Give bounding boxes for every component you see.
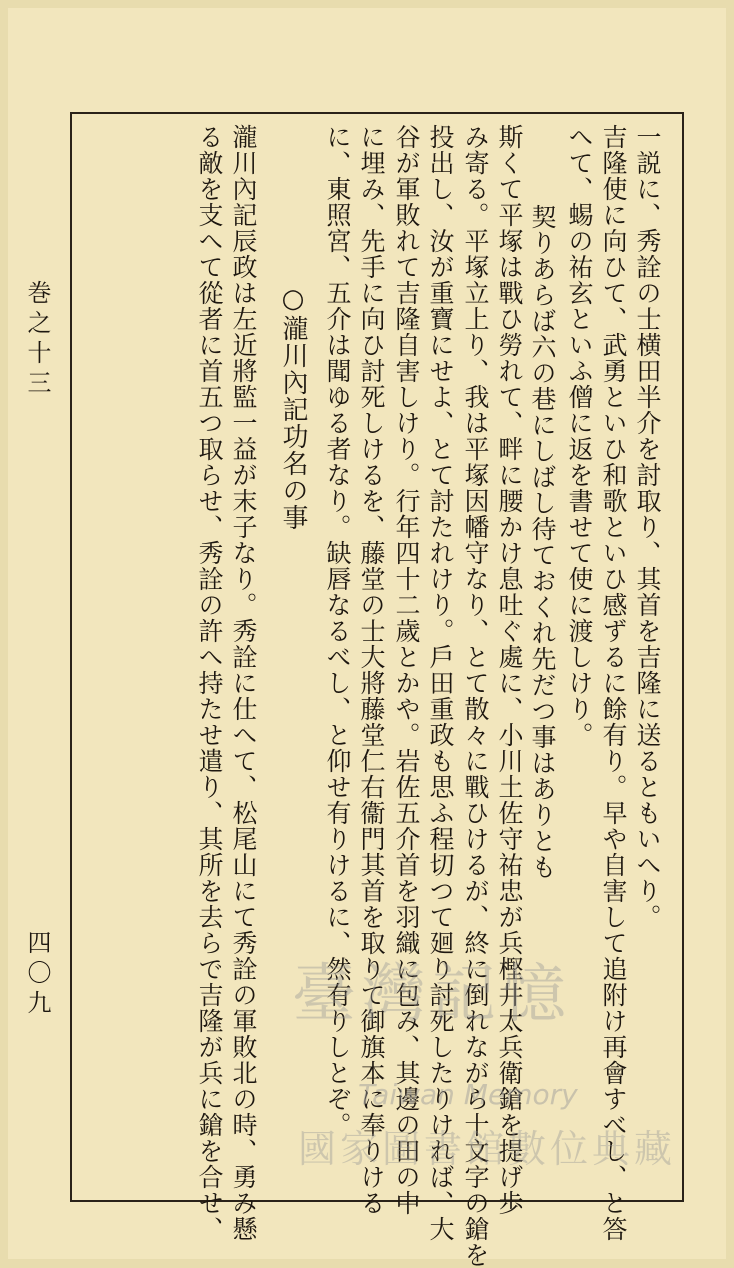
text-column-9: に埋み、先手に向ひ討死しけるを、藤堂の士大將藤堂仁右衞門其首を取りて御旗本に奉りける xyxy=(357,124,386,1216)
page-number: 四〇九 xyxy=(23,930,51,1020)
watermark-institution: 國家圖書館數位典藏 xyxy=(298,1127,677,1171)
text-column-6: み寄る。平塚立上り、我は平塚因幡守なり、とて散々に戰ひけるが、終に倒れながら十文字の鎗を xyxy=(461,124,490,1268)
text-column-5: 斯くて平塚は戰ひ勞れて、畔に腰かけ息吐ぐ處に、小川土佐守祐忠が兵樫井太兵衛鎗を提げ歩 xyxy=(495,124,524,1216)
text-column-12: 瀧川內記辰政は左近將監一益が末子なり。秀詮に仕へて、松尾山にて秀詮の軍敗北の時、勇み懸 xyxy=(229,124,258,1242)
watermark-title: 臺灣記憶 xyxy=(292,958,572,1032)
volume-label: 巻之十三 xyxy=(23,280,51,400)
text-column-7: 投出し、汝が重寶にせよ、とて討たれけり。戶田重政も思ふ程切つて廻り討死したりければ、大 xyxy=(426,124,455,1242)
text-column-8: 谷が軍敗れて吉隆自害しけり。行年四十二歲とかや。岩佐五介首を羽織に包み、其邊の田の中 xyxy=(392,124,421,1216)
book-page xyxy=(8,8,726,1268)
text-column-13: る敵を支へて從者に首五つ取らせ、秀詮の許へ持たせ遣り、其所を去らで吉隆が兵に鎗を合せ、 xyxy=(195,124,224,1242)
section-heading: ○瀧川內記功名の事 xyxy=(278,284,308,531)
text-column-10: に、東照宮、五介は聞ゆる者なり。缺唇なるべし、と仰せ有りけるに、然有りしとぞ。 xyxy=(323,124,352,1138)
watermark-subtitle: Taiwan Memory xyxy=(358,1078,578,1111)
poem-column: 契りあらば六の巷にしばし待ておくれ先だつ事はありとも xyxy=(528,204,557,880)
text-column-2: 吉隆使に向ひて、武勇といひ和歌といひ感ずるに餘有り。早や自害して追附け再會すべし、と答 xyxy=(599,124,628,1242)
text-column-1: 一説に、秀詮の士横田半介を討取り、其首を吉隆に送るともいへり。 xyxy=(633,124,662,930)
text-column-3: へて、蜴の祐玄といふ僧に返を書せて使に渡しけり。 xyxy=(565,124,594,748)
